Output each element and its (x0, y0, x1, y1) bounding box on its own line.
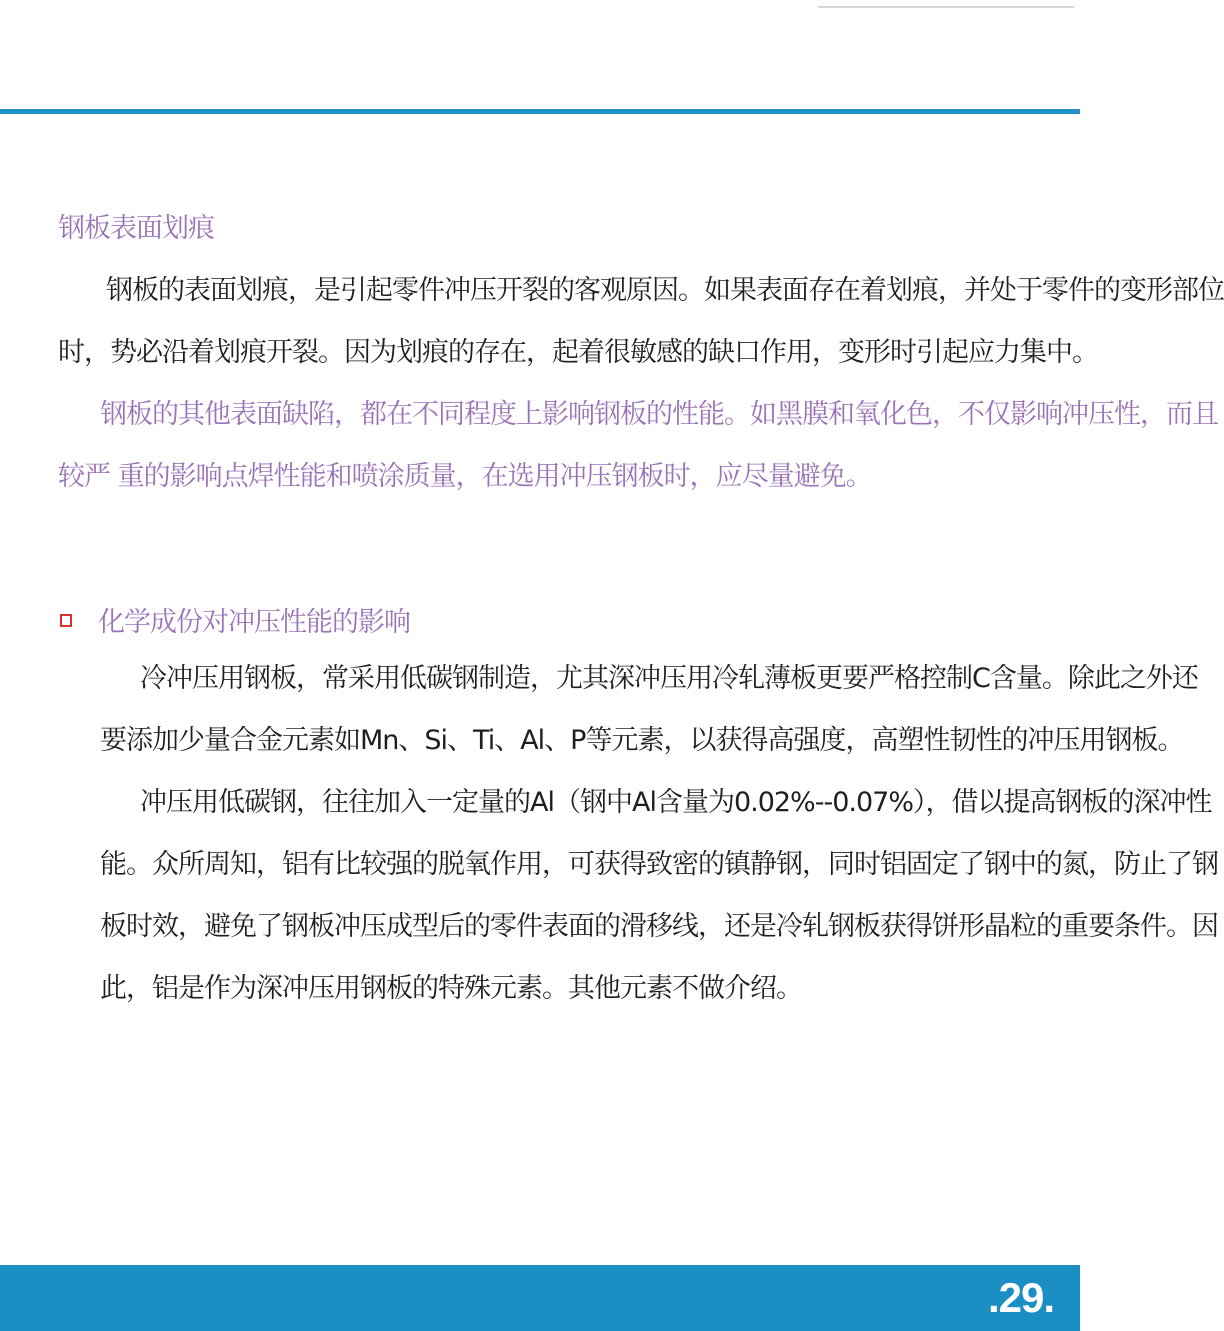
square-bullet-icon (60, 614, 72, 627)
paragraph-line: 要添加少量合金元素如Mn、Si、Ti、Al、P等元素，以获得高强度，高塑性韧性的冲压用钢板。 (100, 725, 1184, 756)
paragraph-line: 能。众所周知，铝有比较强的脱氧作用，可获得致密的镇静钢，同时铝固定了钢中的氮，防止了钢 (100, 849, 1218, 880)
top-right-divider (818, 6, 1074, 8)
paragraph-line: 冷冲压用钢板，常采用低碳钢制造，尤其深冲压用冷轧薄板更要严格控制C含量。除此之外还 (140, 663, 1198, 694)
paragraph-line: 时，势必沿着划痕开裂。因为划痕的存在，起着很敏感的缺口作用，变形时引起应力集中。 (58, 337, 1098, 368)
paragraph-line: 板时效，避免了钢板冲压成型后的零件表面的滑移线，还是冷轧钢板获得饼形晶粒的重要条件。因 (100, 911, 1218, 942)
footer-bar (0, 1265, 1080, 1331)
paragraph-line: 冲压用低碳钢，往往加入一定量的Al（钢中Al含量为0.02%--0.07%），借以提高钢板的深冲性 (140, 787, 1212, 818)
page-number: .29. (987, 1274, 1054, 1321)
paragraph-line: 较严 重的影响点焊性能和喷涂质量，在选用冲压钢板时，应尽量避免。 (58, 461, 872, 492)
paragraph-line: 此，铝是作为深冲压用钢板的特殊元素。其他元素不做介绍。 (100, 973, 802, 1004)
low-carbon-steel-paragraph (100, 648, 1198, 772)
section-title-scratches: 钢板表面划痕 (58, 213, 214, 244)
header-divider (0, 109, 1080, 114)
section-title-chemical-composition: 化学成份对冲压性能的影响 (98, 606, 410, 638)
aluminum-paragraph (100, 772, 1218, 1020)
paragraph-line: 钢板的表面划痕，是引起零件冲压开裂的客观原因。如果表面存在着划痕，并处于零件的变形部位 (106, 275, 1224, 306)
other-defects-paragraph (58, 384, 1218, 508)
scratches-paragraph (58, 260, 1224, 384)
section-heading-chemical-composition (60, 588, 410, 650)
paragraph-line: 钢板的其他表面缺陷，都在不同程度上影响钢板的性能。如黑膜和氧化色，不仅影响冲压性，而且 (100, 399, 1218, 430)
